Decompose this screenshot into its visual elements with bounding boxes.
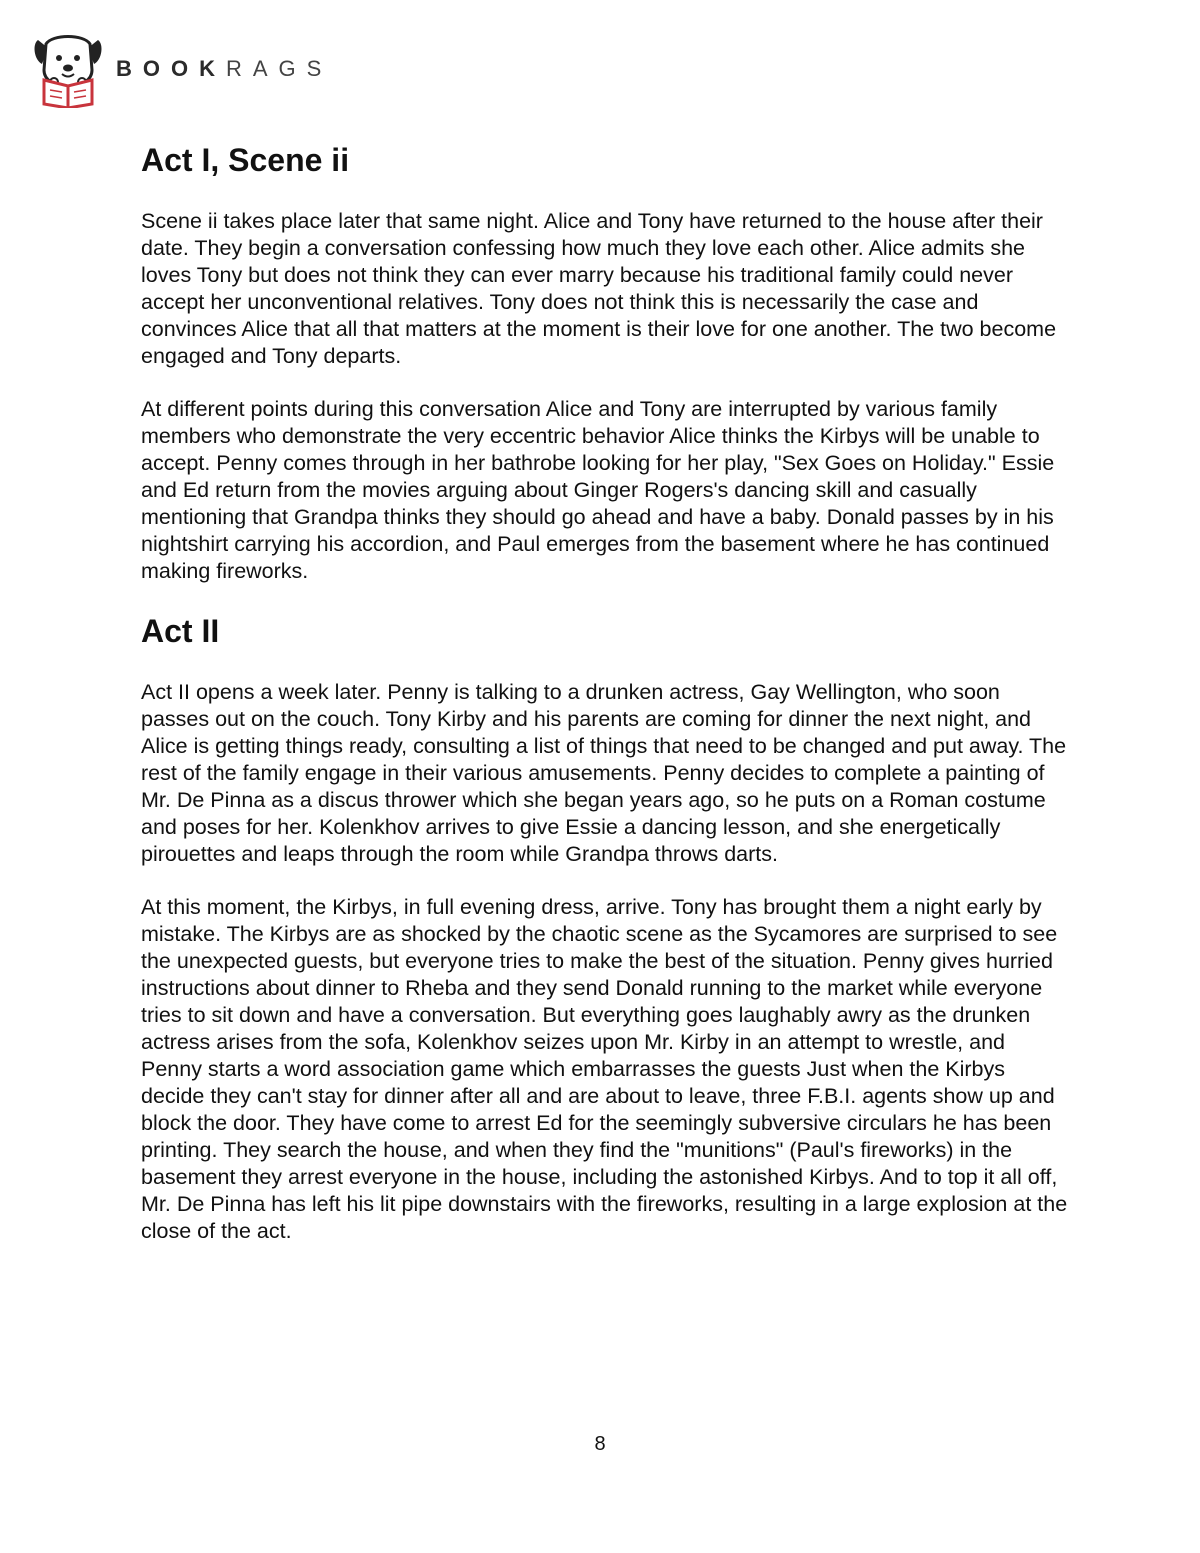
brand-name-light: RAGS [226, 56, 333, 81]
paragraph: Scene ii takes place later that same night. Alice and Tony have returned to the house after their date. They begin a conversation confessing how much they love each other. Alice admits she loves Tony but does not think they can ever marry because his traditional family could never accept her unconventional relatives. Tony does not think this is necessarily the case and convinces Alice that all that matters at the moment is their love for one another. The two become engaged and Tony departs. [141, 209, 1057, 368]
section-heading-act1-scene2: Act I, Scene ii [141, 142, 350, 178]
section-heading-act2: Act II [141, 613, 220, 649]
brand-name[interactable] [116, 56, 332, 82]
site-header [32, 30, 372, 110]
paragraph: Act II opens a week later. Penny is talking to a drunken actress, Gay Wellington, who soon passes out on the couch. Tony Kirby and his parents are coming for dinner the next night, and Alice is getting things ready, consulting a list of things that need to be changed and put away. The rest of the family engage in their various amusements. Penny decides to complete a painting of Mr. De Pinna as a discus thrower which she began years ago, so he puts on a Roman costume and poses for her. Kolenkhov arrives to give Essie a dancing lesson, and she energetically pirouettes and leaps through the room while Grandpa throws darts. [141, 680, 1067, 866]
document-body [141, 140, 1071, 1271]
page-number: 8 [594, 1433, 606, 1455]
paragraph: At this moment, the Kirbys, in full evening dress, arrive. Tony has brought them a night early by mistake. The Kirbys are as shocked by the chaotic scene as the Sycamores are surprised to see the unexpected guests, but everyone tries to make the best of the situation. Penny gives hurried instructions about dinner to Rheba and they send Donald running to the market while everyone tries to sit down and have a conversation. But everything goes laughably awry as the drunken actress arises from the sofa, Kolenkhov seizes upon Mr. Kirby in an attempt to wrestle, and Penny starts a word association game which embarrasses the guests Just when the Kirbys decide they can't stay for dinner after all and are about to leave, three F.B.I. agents show up and block the door. They have come to arrest Ed for the seemingly subversive circulars he has been printing. They search the house, and when they find the "munitions" (Paul's fireworks) in the basement they arrest everyone in the house, including the astonished Kirbys. And to top it all off, Mr. De Pinna has left his lit pipe downstairs with the fireworks, resulting in a large explosion at the close of the act. [141, 895, 1068, 1243]
brand-name-bold: BOOK [116, 56, 226, 81]
paragraph: At different points during this conversation Alice and Tony are interrupted by various family members who demonstrate the very eccentric behavior Alice thinks the Kirbys will be unable to accept. Penny comes through in her bathrobe looking for her play, "Sex Goes on Holiday." Essie and Ed return from the movies arguing about Ginger Rogers's dancing skill and casually mentioning that Grandpa thinks they should go ahead and have a baby. Donald passes by in his nightshirt carrying his accordion, and Paul emerges from the basement where he has continued making fireworks. [141, 397, 1055, 583]
dog-with-book-icon[interactable] [32, 30, 104, 108]
